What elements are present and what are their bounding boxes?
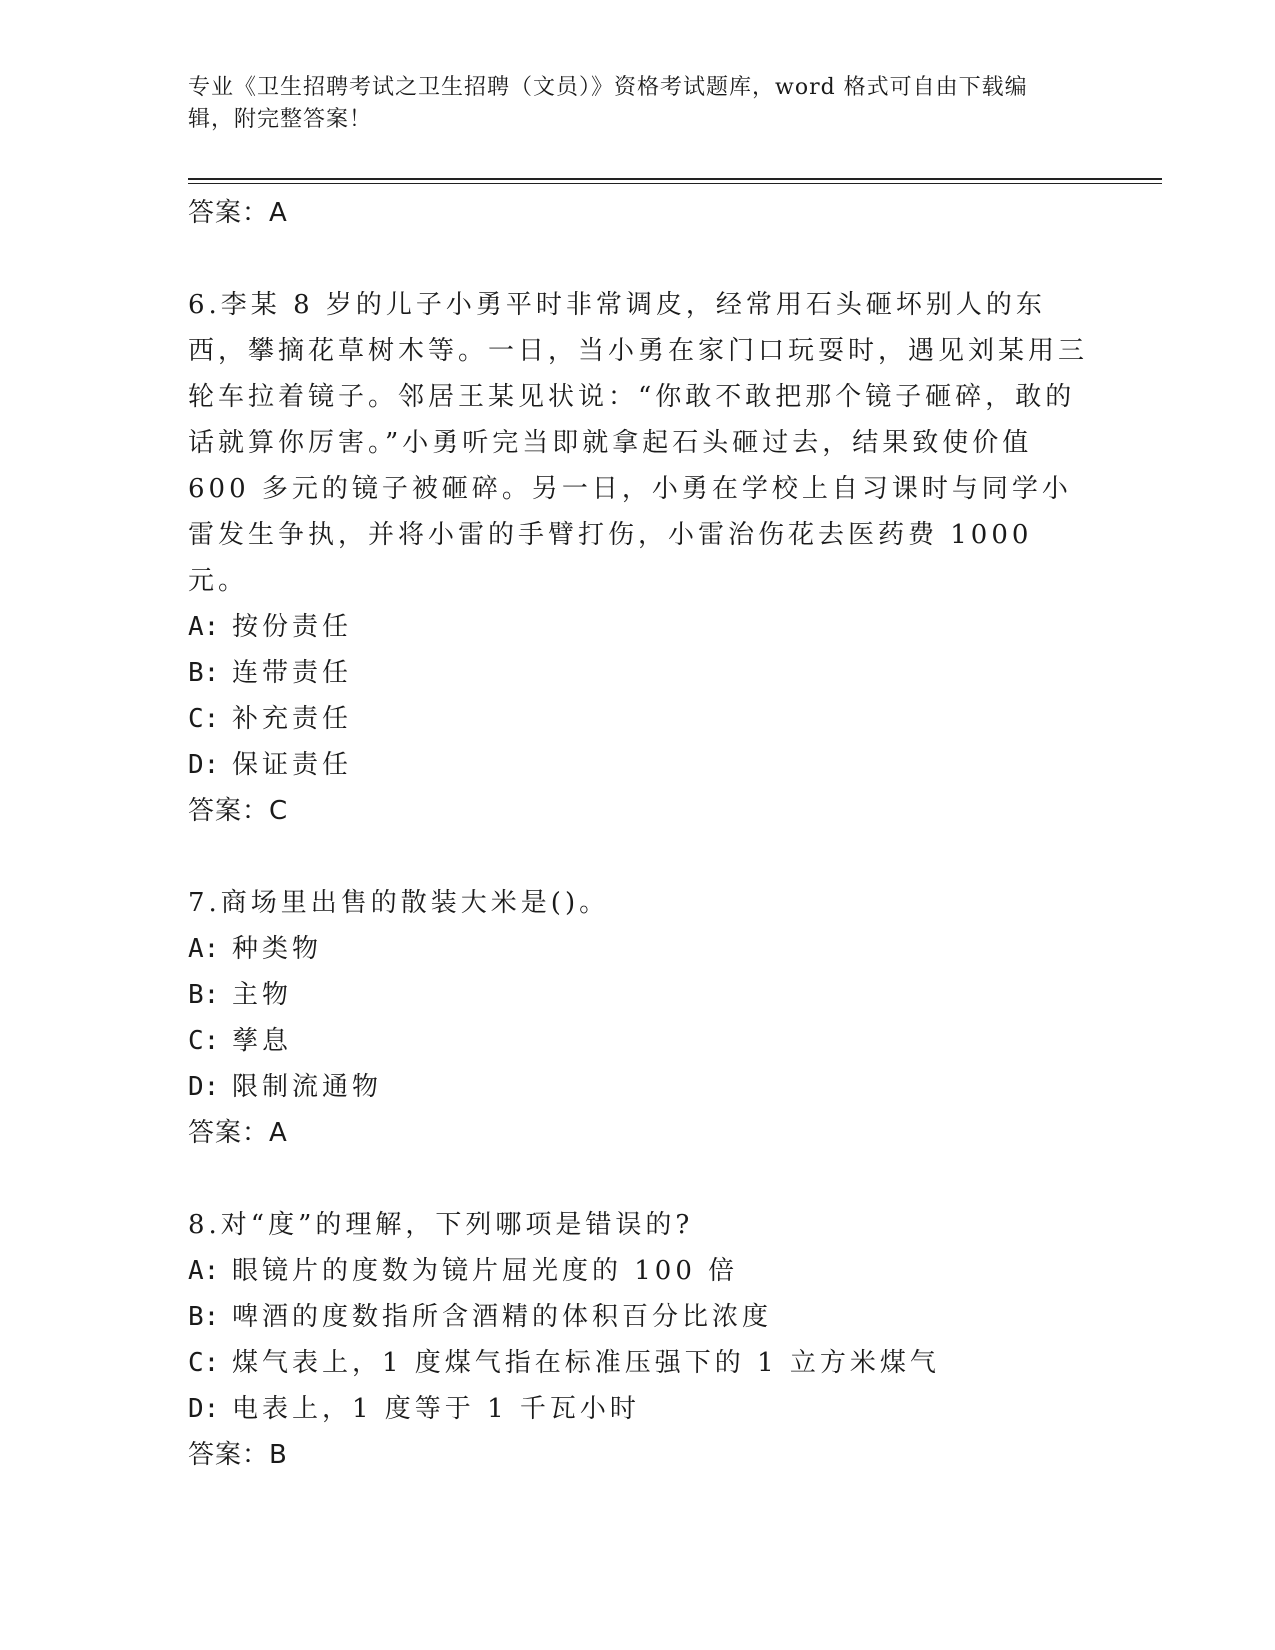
option-text: 电表上，1 度等于 1 千瓦小时	[232, 1394, 640, 1424]
option-key: B:	[188, 658, 220, 688]
option-text: 连带责任	[232, 658, 353, 688]
question-stem: 6.李某 8 岁的儿子小勇平时非常调皮，经常用石头砸坏别人的东西，攀摘花草树木等。一日，当小勇在家门口玩耍时，遇见刘某用三轮车拉着镜子。邻居王某见状说：“你敢不敢把那个镜子砸碎，敢的话就算你厉害。”小勇听完当即就拿起石头砸过去，结果致使价值 600 多元的镜子被砸碎。另一日，小勇在学校上自习课时与同学小雷发生争执，并将小雷的手臂打伤，小雷治伤花去医药费 1000 元。	[188, 290, 1089, 596]
spacer	[188, 834, 1088, 880]
option-text: 按份责任	[232, 612, 353, 642]
question-content	[188, 190, 1088, 1478]
option-c	[188, 696, 1088, 742]
option-text: 补充责任	[232, 704, 353, 734]
option-a	[188, 926, 1088, 972]
option-text: 煤气表上，1 度煤气指在标准压强下的 1 立方米煤气	[232, 1348, 940, 1378]
question-answer: 答案：C	[188, 796, 289, 826]
spacer	[188, 1156, 1088, 1202]
option-d	[188, 742, 1088, 788]
question-stem: 8.对“度”的理解，下列哪项是错误的?	[188, 1210, 694, 1240]
option-c	[188, 1340, 1088, 1386]
option-text: 啤酒的度数指所含酒精的体积百分比浓度	[232, 1302, 773, 1332]
option-text: 保证责任	[232, 750, 353, 780]
option-key: C:	[188, 1026, 220, 1056]
option-key: A:	[188, 612, 220, 642]
option-b	[188, 972, 1088, 1018]
option-key: B:	[188, 1302, 220, 1332]
question-7	[188, 880, 1088, 1156]
option-d	[188, 1386, 1088, 1432]
option-text: 眼镜片的度数为镜片屈光度的 100 倍	[232, 1256, 739, 1286]
question-stem: 7.商场里出售的散装大米是()。	[188, 888, 610, 918]
question-8	[188, 1202, 1088, 1478]
previous-answer: 答案：A	[188, 198, 288, 228]
option-d	[188, 1064, 1088, 1110]
option-text: 孳息	[232, 1026, 293, 1056]
option-text: 主物	[232, 980, 293, 1010]
option-b	[188, 650, 1088, 696]
spacer	[188, 236, 1088, 282]
option-c	[188, 1018, 1088, 1064]
option-key: C:	[188, 1348, 220, 1378]
question-answer: 答案：B	[188, 1440, 288, 1470]
option-a	[188, 1248, 1088, 1294]
option-key: D:	[188, 750, 220, 780]
header-divider-thin	[188, 183, 1162, 184]
option-b	[188, 1294, 1088, 1340]
option-text: 种类物	[232, 934, 323, 964]
option-key: B:	[188, 980, 220, 1010]
option-key: A:	[188, 934, 220, 964]
document-header: 专业《卫生招聘考试之卫生招聘（文员）》资格考试题库，word 格式可自由下载编辑，附完整答案！	[188, 75, 1028, 132]
header-divider-thick	[188, 178, 1162, 180]
question-6	[188, 282, 1088, 834]
option-text: 限制流通物	[232, 1072, 383, 1102]
option-a	[188, 604, 1088, 650]
option-key: D:	[188, 1394, 220, 1424]
option-key: D:	[188, 1072, 220, 1102]
question-answer: 答案：A	[188, 1118, 288, 1148]
option-key: A:	[188, 1256, 220, 1286]
option-key: C:	[188, 704, 220, 734]
